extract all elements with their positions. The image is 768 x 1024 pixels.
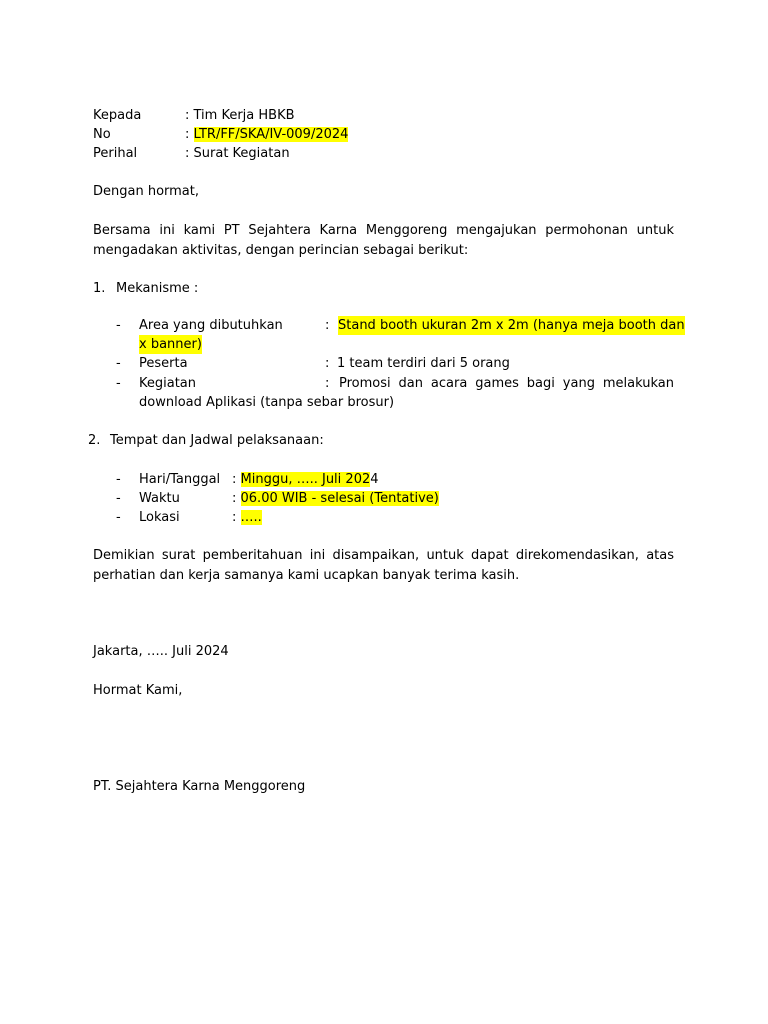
bullet-dash: - xyxy=(116,510,121,525)
section1-number: 1. xyxy=(93,281,106,296)
waktu-value-line xyxy=(232,489,439,508)
kegiatan-colon: : xyxy=(325,376,330,391)
section1-title: Mekanisme : xyxy=(116,281,199,296)
area-label: Area yang dibutuhkan xyxy=(139,318,283,333)
place-date: Jakarta, ….. Juli 2024 xyxy=(93,644,229,659)
peserta-colon: : xyxy=(325,356,330,371)
lokasi-label: Lokasi xyxy=(139,510,180,525)
area-value-line1: Stand booth ukuran 2m x 2m (hanya meja booth dan xyxy=(338,318,685,333)
peserta-value: 1 team terdiri dari 5 orang xyxy=(337,356,510,371)
area-value-line2: x banner) xyxy=(139,337,202,352)
bullet-dash: - xyxy=(116,318,121,333)
bullet-dash: - xyxy=(116,376,121,391)
signatory: PT. Sejahtera Karna Menggoreng xyxy=(93,779,306,794)
bullet-dash: - xyxy=(116,356,121,371)
section2-title: Tempat dan Jadwal pelaksanaan: xyxy=(110,433,324,448)
lokasi-value-line xyxy=(232,508,262,527)
no-colon: : xyxy=(185,127,194,142)
hari-value-line xyxy=(232,470,379,489)
kegiatan-label: Kegiatan xyxy=(139,376,197,391)
no-label: No xyxy=(93,127,111,142)
hari-colon: : xyxy=(232,472,241,487)
regards: Hormat Kami, xyxy=(93,683,183,698)
hari-value-rest: 4 xyxy=(370,472,379,487)
no-value: LTR/FF/SKA/IV-009/2024 xyxy=(193,127,349,142)
waktu-label: Waktu xyxy=(139,491,180,506)
perihal-label: Perihal xyxy=(93,146,138,161)
waktu-colon: : xyxy=(232,491,241,506)
waktu-value: 06.00 WIB - selesai (Tentative) xyxy=(240,491,439,506)
area-colon: : xyxy=(325,318,330,333)
lokasi-value: ….. xyxy=(240,510,262,525)
kegiatan-value-line1: Promosi dan acara games bagi yang melakukan xyxy=(339,376,674,391)
hari-label: Hari/Tanggal xyxy=(139,472,221,487)
closing-paragraph: Demikian surat pemberitahuan ini disampaikan, untuk dapat direkomendasikan, atas perhatian dan kerja samanya kami ucapkan banyak terima kasih. xyxy=(93,548,674,583)
kepada-value: : Tim Kerja HBKB xyxy=(185,108,295,123)
bullet-dash: - xyxy=(116,472,121,487)
kegiatan-value-line2: download Aplikasi (tanpa sebar brosur) xyxy=(139,395,395,410)
intro-paragraph: Bersama ini kami PT Sejahtera Karna Menggoreng mengajukan permohonan untuk mengadakan aktivitas, dengan perincian sebagai berikut: xyxy=(93,223,674,258)
section2-number: 2. xyxy=(88,433,101,448)
lokasi-colon: : xyxy=(232,510,241,525)
bullet-dash: - xyxy=(116,491,121,506)
peserta-label: Peserta xyxy=(139,356,188,371)
kepada-label: Kepada xyxy=(93,108,142,123)
greeting: Dengan hormat, xyxy=(93,184,200,199)
no-value-line xyxy=(185,125,348,144)
hari-value: Minggu, ….. Juli 202 xyxy=(240,472,371,487)
perihal-value: : Surat Kegiatan xyxy=(185,146,290,161)
